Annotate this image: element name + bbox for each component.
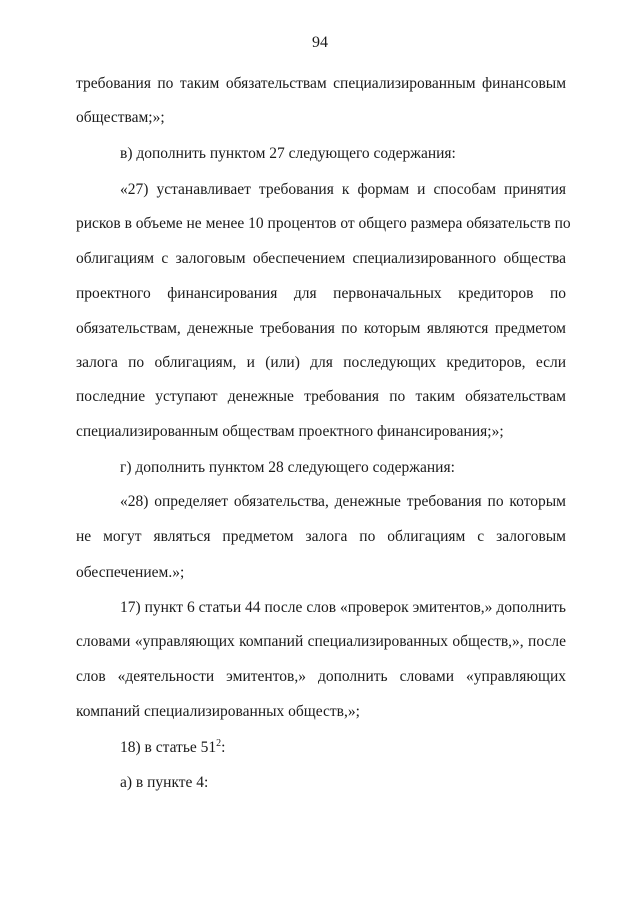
text-line (120, 738, 566, 758)
text-line: компаний специализированных обществ,»; (76, 703, 360, 720)
text-line: словами «управляющих компаний специализированных обществ,», после (76, 633, 566, 650)
text-line: обеспечением.»; (76, 564, 185, 581)
text-line: специализированным обществам проектного финансирования;»; (76, 423, 504, 440)
text-line: рисков в объеме не менее 10 процентов от общего размера обязательств по (76, 215, 571, 232)
text-line: г) дополнить пунктом 28 следующего содержания: (120, 459, 455, 476)
text-line: а) в пункте 4: (120, 774, 209, 791)
colon: : (221, 739, 226, 756)
text-line: облигациям с залоговым обеспечением специализированного общества (76, 250, 566, 267)
text-line: в) дополнить пунктом 27 следующего содержания: (120, 145, 456, 162)
text-line: проектного финансирования для первоначальных кредиторов по (76, 285, 566, 302)
page-number: 94 (312, 34, 328, 51)
text-line: «27) устанавливает требования к формам и способам принятия (120, 181, 566, 198)
text-line: слов «деятельности эмитентов,» дополнить словами «управляющих (76, 668, 566, 685)
text-line: обществам;»; (76, 109, 165, 126)
superscript: 2 (216, 738, 222, 749)
text-line: залога по облигациям, и (или) для последующих кредиторов, если (76, 354, 566, 371)
text-line: обязательствам, денежные требования по которым являются предметом (76, 320, 566, 337)
text-line: «28) определяет обязательства, денежные требования по которым (120, 493, 566, 510)
text-line: 17) пункт 6 статьи 44 после слов «проверок эмитентов,» дополнить (120, 599, 566, 616)
text-line: не могут являться предметом залога по облигациям с залоговым (76, 528, 566, 545)
article-ref: 18) в статье 51 (120, 739, 217, 756)
text-line: требования по таким обязательствам специализированным финансовым (76, 75, 566, 92)
text-line: последние уступают денежные требования по таким обязательствам (76, 388, 566, 405)
